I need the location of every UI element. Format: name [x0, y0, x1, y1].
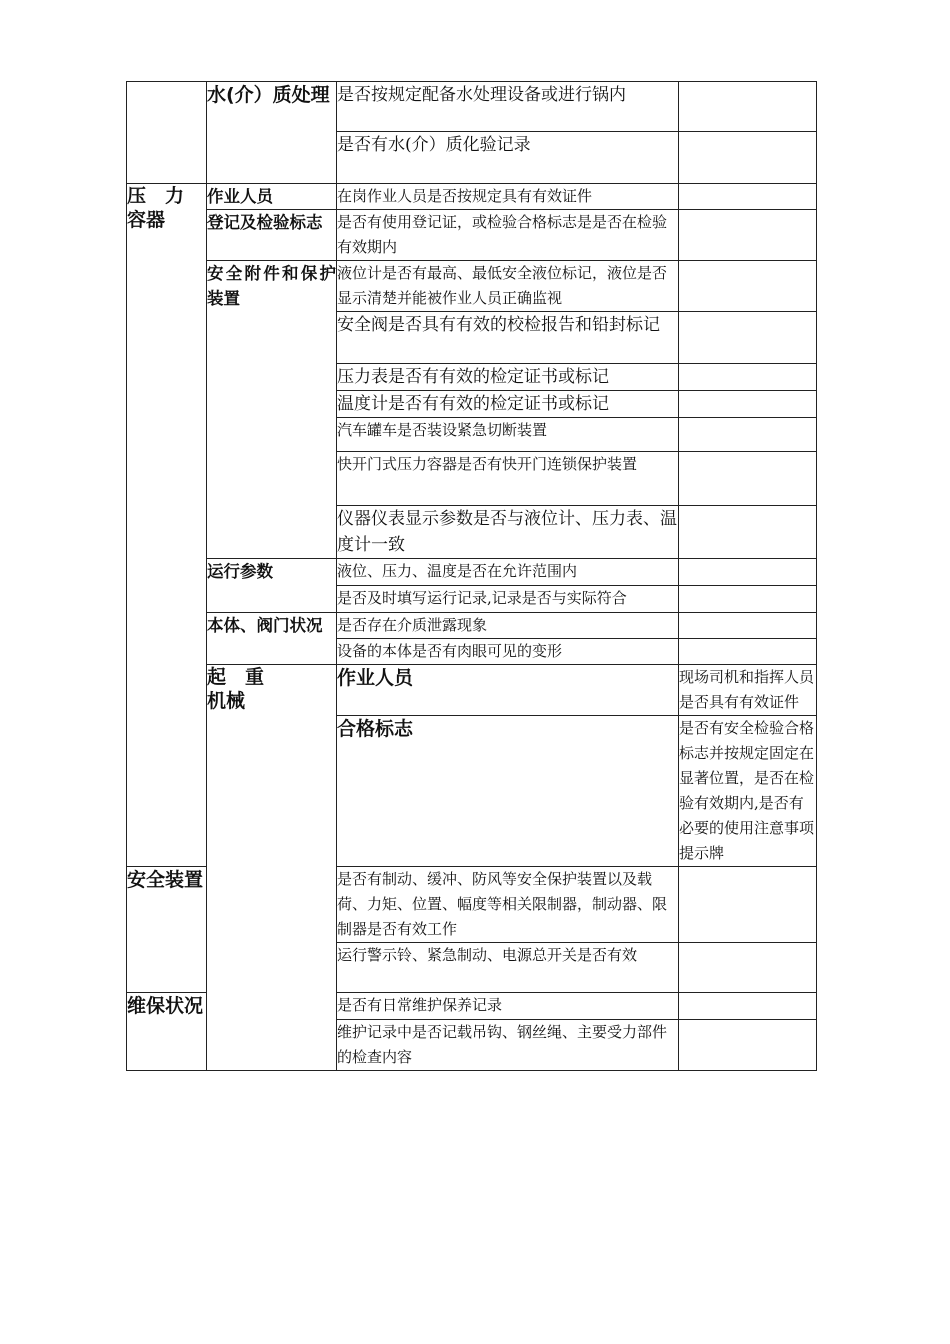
- check-cell[interactable]: [679, 867, 817, 943]
- req-pv-safety-valve: 安全阀是否具有有效的校检报告和铅封标记: [337, 312, 679, 364]
- req-pv-quick-door: 快开门式压力容器是否有快开门连锁保护装置: [337, 452, 679, 506]
- check-cell[interactable]: [679, 613, 817, 639]
- check-cell[interactable]: [679, 184, 817, 210]
- req-pv-level-gauge: 液位计是否有最高、最低安全液位标记，液位是否显示清楚并能被作业人员正确监视: [337, 261, 679, 312]
- check-cell[interactable]: [679, 261, 817, 312]
- check-cell[interactable]: [679, 559, 817, 586]
- req-pv-operators: 在岗作业人员是否按规定具有有效证件: [337, 184, 679, 210]
- req-crane-inspection-content: 维护记录中是否记载吊钩、钢丝绳、主要受力部件的检查内容: [337, 1020, 679, 1071]
- req-water-1: 是否按规定配备水处理设备或进行锅内: [337, 82, 679, 132]
- check-cell[interactable]: [679, 391, 817, 418]
- check-cell[interactable]: [679, 943, 817, 993]
- category-cell-empty: [127, 82, 207, 184]
- check-cell[interactable]: [679, 993, 817, 1020]
- req-crane-operators: 现场司机和指挥人员是否具有有效证件: [679, 665, 817, 716]
- category-crane-line2: 机械: [207, 690, 246, 712]
- inspection-table: [126, 81, 817, 1071]
- req-crane-alarm: 运行警示铃、紧急制动、电源总开关是否有效: [337, 943, 679, 993]
- item-qualified-mark: 合格标志: [337, 716, 679, 867]
- check-cell[interactable]: [679, 586, 817, 613]
- item-body-valve-status: 本体、阀门状况: [207, 613, 337, 665]
- req-pv-instruments: 仪器仪表显示参数是否与液位计、压力表、温度计一致: [337, 506, 679, 559]
- item-registration-mark: 登记及检验标志: [207, 210, 337, 261]
- check-cell[interactable]: [679, 639, 817, 665]
- item-maintenance-status: 维保状况: [127, 993, 207, 1071]
- req-pv-tank-truck: 汽车罐车是否装设紧急切断装置: [337, 418, 679, 452]
- check-cell[interactable]: [679, 418, 817, 452]
- req-crane-maintenance-record: 是否有日常维护保养记录: [337, 993, 679, 1020]
- req-pv-leakage: 是否存在介质泄露现象: [337, 613, 679, 639]
- item-operating-params: 运行参数: [207, 559, 337, 613]
- req-pv-deformation: 设备的本体是否有肉眼可见的变形: [337, 639, 679, 665]
- item-crane-operators: 作业人员: [337, 665, 679, 716]
- item-operators: 作业人员: [207, 184, 337, 210]
- check-cell[interactable]: [679, 1020, 817, 1071]
- req-pv-pressure-gauge: 压力表是否有有效的检定证书或标记: [337, 364, 679, 391]
- req-pv-registration: 是否有使用登记证，或检验合格标志是是否在检验有效期内: [337, 210, 679, 261]
- req-water-2: 是否有水(介）质化验记录: [337, 132, 679, 184]
- check-cell[interactable]: [679, 132, 817, 184]
- check-cell[interactable]: [679, 312, 817, 364]
- category-pressure-vessel-line1: 压 力: [127, 185, 185, 207]
- check-cell[interactable]: [679, 452, 817, 506]
- check-cell[interactable]: [679, 210, 817, 261]
- category-crane-line1: 起 重: [207, 666, 265, 688]
- check-cell[interactable]: [679, 364, 817, 391]
- category-pressure-vessel: [127, 184, 207, 867]
- req-pv-operation-record: 是否及时填写运行记录,记录是否与实际符合: [337, 586, 679, 613]
- req-pv-params-range: 液位、压力、温度是否在允许范围内: [337, 559, 679, 586]
- req-crane-qualified-mark: 是否有安全检验合格标志并按规定固定在显著位置，是否在检验有效期内,是否有必要的使用注意事项提示牌: [679, 716, 817, 867]
- req-crane-safety-devices: 是否有制动、缓冲、防风等安全保护装置以及载荷、力矩、位置、幅度等相关限制器，制动器、限制器是否有效工作: [337, 867, 679, 943]
- req-pv-thermometer: 温度计是否有有效的检定证书或标记: [337, 391, 679, 418]
- item-water-treatment: 水(介）质处理: [207, 82, 337, 184]
- item-safety-accessories: 安全附件和保护装置: [207, 261, 337, 559]
- check-cell[interactable]: [679, 82, 817, 132]
- category-pressure-vessel-line2: 容器: [127, 209, 166, 231]
- check-cell[interactable]: [679, 506, 817, 559]
- item-safety-devices: 安全装置: [127, 867, 207, 993]
- category-crane: [207, 665, 337, 1071]
